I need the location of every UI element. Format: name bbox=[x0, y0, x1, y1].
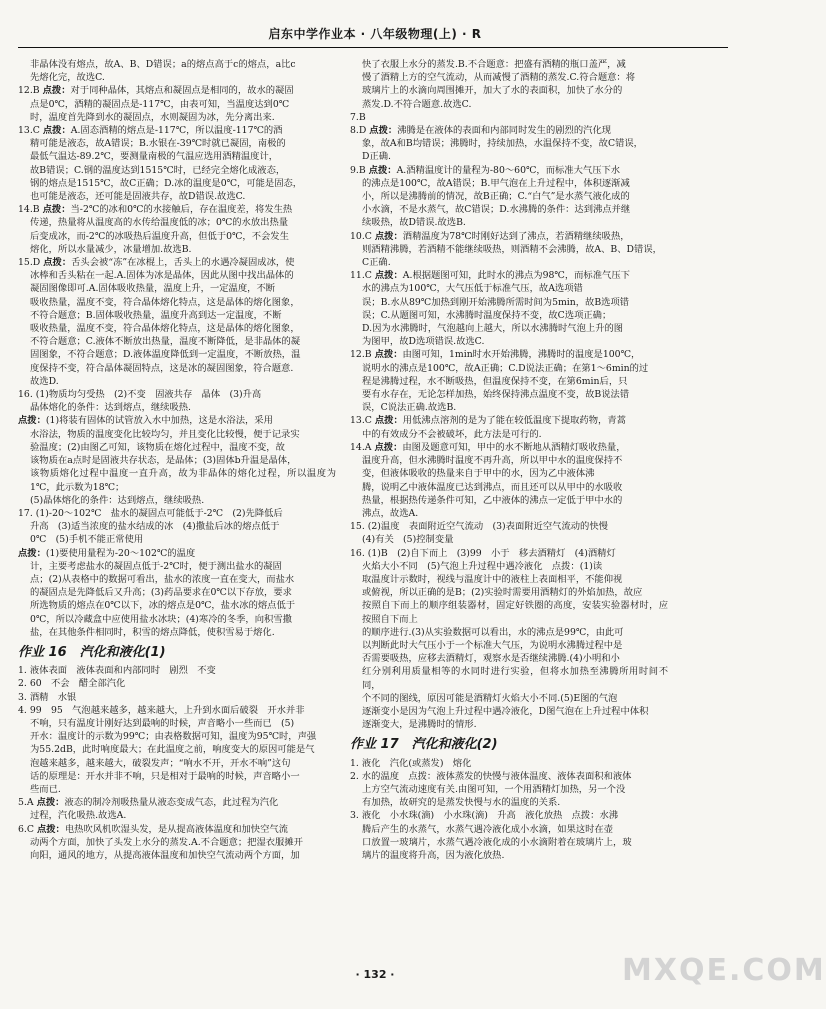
hint-keyword: 点拨： bbox=[18, 415, 46, 427]
answer-text: (1)物质均匀受热 (2)不变 固液共存 晶体 (3)升高 bbox=[35, 389, 262, 401]
watermark-logo: MXQE.COM bbox=[622, 953, 826, 988]
answer-item bbox=[350, 348, 668, 361]
answer-line: 所选物质的熔点在0℃以下，冰的熔点是0℃，盐水冰的熔点低于 bbox=[30, 600, 296, 612]
answer-line: 精可能是液态，故A错误；B.水银在-39℃时就已凝固，南极的 bbox=[30, 138, 286, 150]
answer-item bbox=[350, 124, 668, 137]
answer-item bbox=[18, 691, 336, 704]
answer-line: 0℃ (5)手机不能正常使用 bbox=[30, 534, 144, 546]
answer-line: 故B错误；C.钢的温度达到1515℃时，已经完全熔化成液态， bbox=[30, 164, 286, 176]
answer-item bbox=[18, 507, 336, 520]
answer-line: 吸收热量，温度不变，符合晶体熔化特点，这是晶体的熔化图象， bbox=[30, 296, 300, 308]
answer-text: 由图可知，1min时水开始沸腾，沸腾时的温度是100℃， bbox=[402, 349, 641, 361]
answer-text: 对于同种晶体，其熔点和凝固点是相同的，故水的凝固 bbox=[70, 85, 294, 97]
hint-keyword: 点拨： bbox=[36, 797, 65, 809]
question-number: 8.D bbox=[350, 125, 367, 137]
answer-line: 升高 (3)适当浓度的盐水结成的冰 (4)撒盐后冰的熔点低于 bbox=[30, 521, 280, 533]
answer-item bbox=[18, 414, 336, 427]
hint-keyword: 点拨： bbox=[18, 547, 46, 559]
answer-text: 沸腾是在液体的表面和内部同时发生的剧烈的汽化现 bbox=[397, 125, 612, 137]
answer-line: C正确. bbox=[362, 257, 391, 269]
question-number: 1. bbox=[18, 665, 27, 677]
answer-line: 逐渐变大，是沸腾时的情形. bbox=[362, 719, 477, 731]
answer-line: 先熔化完，故选C. bbox=[30, 72, 105, 84]
answer-line: 续吸热，故D错误.故选B. bbox=[362, 217, 466, 229]
answer-line: 玻璃片上的水滴向周围摊开，加大了水的表面积，加快了水分的 bbox=[362, 85, 623, 97]
answer-line: 或俯视，所以正确的是B；(2)实验时需要用酒精灯的外焰加热，故应 bbox=[362, 587, 643, 599]
answer-line: 的沸点是100℃，故A错误；B.甲气泡在上升过程中，体积逐渐减 bbox=[362, 177, 630, 189]
answer-item bbox=[350, 441, 668, 454]
answer-line: 非晶体没有熔点，故A、B、D错误；a的熔点高于c的熔点，a比c bbox=[30, 59, 296, 70]
hint-keyword: 点拨： bbox=[36, 823, 65, 835]
answer-line: 计，主要考虑盐水的凝固点低于-2℃时，便于测出盐水的凝固 bbox=[30, 560, 282, 572]
answer-item bbox=[350, 520, 668, 533]
answer-item bbox=[18, 547, 336, 560]
question-number: 6.C bbox=[18, 823, 34, 835]
answer-line: 吸收热量，温度不变，符合晶体熔化特点，这是晶体的熔化图象， bbox=[30, 323, 300, 335]
answer-line: 快了衣服上水分的蒸发.B.不合题意：把盛有酒精的瓶口盖严，减 bbox=[362, 59, 626, 70]
answer-line: 不响，只有温度计刚好达到最响的时候，声音略小一些而已 (5) bbox=[30, 717, 295, 729]
answer-text: (1)要使用量程为-20～102℃的温度 bbox=[45, 547, 196, 559]
hint-keyword: 点拨： bbox=[374, 415, 403, 427]
answer-line: 为55.2dB，此时响度最大；在此温度之前，响度变大的原因可能是气 bbox=[30, 744, 315, 756]
answer-line: 火焰大小不同 (5)气泡上升过程中遇冷液化 点拨：(1)读 bbox=[362, 560, 603, 572]
question-number: 13.C bbox=[350, 415, 372, 427]
answer-line: 些而已. bbox=[30, 783, 61, 795]
answer-line: 要有水存在，无论怎样加热，始终保持沸点温度不变，故B说法错 bbox=[362, 389, 630, 401]
answer-text: 60 不会 醋全部汽化 bbox=[29, 678, 126, 690]
answer-line: 点是0℃，酒精的凝固点是-117℃，由表可知，当温度达到0℃ bbox=[30, 98, 290, 110]
answer-text: (1)将装有固体的试管放入水中加热，这是水浴法，采用 bbox=[45, 415, 273, 427]
question-number: 13.C bbox=[18, 125, 40, 137]
answer-line: 误；C.从题图可知，水沸腾时温度保持不变，故C选项正确； bbox=[362, 309, 612, 321]
hint-keyword: 点拨： bbox=[42, 85, 71, 97]
hint-keyword: 点拨： bbox=[374, 349, 403, 361]
answer-line: 误；B.水从89℃加热到刚开始沸腾所需时间为5min，故B选项错 bbox=[362, 296, 630, 308]
answer-line: 小，所以是沸腾前的情况，故B正确；C.“白气”是水蒸气液化成的 bbox=[362, 191, 630, 203]
answer-line: 蒸发.D.不符合题意.故选C. bbox=[362, 98, 472, 110]
question-number: 5.A bbox=[18, 797, 34, 809]
answer-item bbox=[18, 124, 336, 137]
answer-line: (4)有关 (5)控制变量 bbox=[362, 534, 454, 546]
answer-item bbox=[18, 704, 336, 717]
question-number: 16. bbox=[350, 547, 365, 559]
answer-item bbox=[18, 203, 336, 216]
question-number: 15. bbox=[350, 521, 365, 533]
answer-line: 取温度计示数时，视线与温度计中的液柱上表面相平，不能仰视 bbox=[362, 573, 623, 585]
question-number: 2. bbox=[350, 770, 359, 782]
answer-text: A.根据题图可知，此时水的沸点为98℃，而标准气压下 bbox=[402, 270, 630, 282]
answer-line: 验温度；(2)由图乙可知，该物质在熔化过程中，温度不变，故 bbox=[30, 441, 285, 453]
answer-line: 该物质熔化过程中温度一直升高，故为非晶体的熔化过程，所以温度为1℃，此示数为18℃； bbox=[30, 468, 336, 493]
answer-line: 为图甲，故D选项错误.故选C. bbox=[362, 336, 485, 348]
answer-line: 后变成冰，而-2℃的冰吸热后温度升高，但低于0℃，不会发生 bbox=[30, 230, 289, 242]
question-number: 11.C bbox=[350, 270, 372, 282]
answer-line: 最低气温达-89.2℃，要测量南极的气温应选用酒精温度计， bbox=[30, 151, 279, 163]
answer-text: 99 95 气泡越来越多，越来越大，上升到水面后破裂 开水并非 bbox=[29, 704, 305, 716]
answer-item bbox=[18, 796, 336, 809]
question-number: 9.B bbox=[350, 164, 366, 176]
hint-keyword: 点拨： bbox=[42, 204, 71, 216]
answer-item bbox=[350, 757, 668, 770]
answer-line: 该物质在a点时是固液共存状态，是晶体；(3)固体b升温是晶体， bbox=[30, 455, 297, 467]
answer-line: 腾后产生的水蒸气，水蒸气遇冷液化成小水滴，如果这时在壶 bbox=[362, 823, 614, 835]
answer-item bbox=[18, 256, 336, 269]
page-number: · 132 · bbox=[355, 968, 395, 981]
answer-item bbox=[18, 388, 336, 401]
answer-line: 也可能是液态，还可能是固液共存，故D错误.故选C. bbox=[30, 191, 246, 203]
hint-keyword: 点拨： bbox=[43, 257, 72, 269]
answer-item bbox=[350, 414, 668, 427]
answer-text: 水的温度 点拨：液体蒸发的快慢与液体温度、液体表面积和液体 bbox=[361, 770, 632, 782]
hint-keyword: 点拨： bbox=[42, 125, 71, 137]
question-number: 7.B bbox=[350, 111, 366, 123]
answer-text: 液态的制冷剂吸热量从液态变成气态，此过程为汽化 bbox=[64, 797, 279, 809]
answer-line: D.因为水沸腾时，气泡越向上越大，所以水沸腾时气泡上升的图 bbox=[362, 323, 624, 335]
question-number: 2. bbox=[18, 678, 27, 690]
answer-text: 酒精温度为78℃时刚好达到了沸点，若酒精继续吸热， bbox=[402, 230, 630, 242]
answer-line: 传递，热量将从温度高的水传给温度低的冰；0℃的水放出热量 bbox=[30, 217, 289, 229]
section-heading: 作业 17 汽化和液化(2) bbox=[350, 737, 498, 753]
answer-text: 舌头会被“冻”在冰棍上，舌头上的水遇冷凝固成冰，使 bbox=[71, 257, 295, 269]
answer-line: 0℃，所以冷藏盒中应使用盐水冰块；(4)寒冷的冬季，向积雪撒 bbox=[30, 613, 292, 625]
answer-line: 话的原理是：开水并非不响，只是相对于最响的时候，声音略小一 bbox=[30, 770, 300, 782]
answer-line: 慢了酒精上方的空气流动，从而减慢了酒精的蒸发.C.符合题意：将 bbox=[362, 72, 636, 84]
answer-text: 液化 小水珠(滴) 小水珠(滴) 升高 液化放热 点拨：水沸 bbox=[361, 810, 619, 822]
answer-line: 口放置一玻璃片，水蒸气遇冷液化成的小水滴附着在玻璃片上，玻 bbox=[362, 836, 632, 848]
answer-item bbox=[350, 230, 668, 243]
answer-item bbox=[18, 677, 336, 690]
answer-text: (1)B (2)自下而上 (3)99 小于 移去酒精灯 (4)酒精灯 bbox=[367, 547, 616, 559]
answer-line: 的顺序进行.(3)从实验数据可以看出，水的沸点是99℃，由此可 bbox=[362, 626, 624, 638]
answer-line: 水的沸点为100℃，大气压低于标准气压，故A选项错 bbox=[362, 283, 583, 295]
answer-line: 的凝固点是先降低后又升高；(3)药品要求在0℃以下存放，要求 bbox=[30, 587, 292, 599]
left-column bbox=[18, 58, 336, 862]
answer-item bbox=[350, 269, 668, 282]
answer-line: 以判断此时大气压小于一个标准大气压，为说明水沸腾过程中是 bbox=[362, 639, 623, 651]
answer-line: 度保持不变，符合晶体凝固特点，这是冰的凝固图象，符合题意. bbox=[30, 362, 294, 374]
answer-line: 向阳，通风的地方，从提高液体温度和加快空气流动两个方面，加 bbox=[30, 849, 300, 861]
answer-text: 用低沸点溶剂的是为了能在较低温度下提取药物，青蒿 bbox=[402, 415, 626, 427]
answer-line: 故选D. bbox=[30, 375, 59, 387]
answer-item bbox=[350, 770, 668, 783]
answer-line: 否需要吸热，应移去酒精灯，观察水是否继续沸腾.(4)小明和小 bbox=[362, 653, 620, 665]
answer-line: 象，故A和B均错误；沸腾时，持续加热，水温保持不变，故C错误， bbox=[362, 138, 643, 150]
answer-line: 则酒精沸腾，若酒精不能继续吸热，则酒精不会沸腾，故A、B、D错误， bbox=[362, 243, 662, 255]
answer-text: 酒精 水银 bbox=[29, 691, 77, 703]
answer-line: 中的有效成分不会被破坏，此方法是可行的. bbox=[362, 428, 542, 440]
answer-item bbox=[350, 164, 668, 177]
answer-line: 个不同的图线，原因可能是酒精灯火焰大小不同.(5)E图的气泡 bbox=[362, 692, 618, 704]
question-number: 14.A bbox=[350, 441, 372, 453]
answer-item bbox=[18, 823, 336, 836]
answer-line: 盐，在其他条件相同时，积雪的熔点降低，使积雪易于熔化. bbox=[30, 626, 275, 638]
answer-line: 时，温度首先降到水的凝固点，水则凝固为冰，先分离出来. bbox=[30, 111, 275, 123]
answer-line: 红分别利用质量相等的水同时进行实验，但将水加热至沸腾所用时间不同， bbox=[362, 666, 668, 691]
question-number: 4. bbox=[18, 704, 27, 716]
answer-item bbox=[350, 547, 668, 560]
answer-item bbox=[18, 664, 336, 677]
answer-text: 电热吹风机吹湿头发，是从提高液体温度和加快空气流 bbox=[64, 823, 288, 835]
answer-line: 程是沸腾过程，水不断吸热，但温度保持不变，在第6min后，只 bbox=[362, 375, 628, 387]
hint-keyword: 点拨： bbox=[374, 270, 403, 282]
answer-line: 热量，根据热传递条件可知，乙中液体的沸点一定低于甲中水的 bbox=[362, 494, 623, 506]
answer-line: 温度升高，但水沸腾时温度不再升高，所以甲中水的温度保持不 bbox=[362, 455, 623, 467]
question-number: 3. bbox=[18, 691, 27, 703]
answer-item bbox=[18, 84, 336, 97]
answer-line: 开水：温度计的示数为99℃；由表格数据可知，温度为95℃时，声强 bbox=[30, 731, 317, 743]
question-number: 3. bbox=[350, 810, 359, 822]
answer-text: A.酒精温度计的量程为-80～60℃，而标准大气压下水 bbox=[396, 164, 621, 176]
hint-keyword: 点拨： bbox=[374, 441, 403, 453]
answer-line: 逐渐变小是因为气泡上升过程中遇冷液化，D图气泡在上升过程中体积 bbox=[362, 705, 649, 717]
answer-line: (5)晶体熔化的条件：达到熔点，继续吸热. bbox=[30, 494, 205, 506]
answer-line: 冰棒和舌头粘在一起.A.固体为冰是晶体，因此从图中找出晶体的 bbox=[30, 270, 294, 282]
answer-text: 液体表面 液体表面和内部同时 剧烈 不变 bbox=[29, 665, 216, 677]
running-header: 启东中学作业本 · 八年级物理(上) · R bbox=[268, 27, 482, 41]
answer-line: 不符合题意；C.液体不断放出热量，温度不断降低，是非晶体的凝 bbox=[30, 336, 301, 348]
header-rule bbox=[18, 47, 728, 48]
question-number: 17. bbox=[18, 507, 33, 519]
answer-text: 由图及题意可知，甲中的水不断地从酒精灯吸收热量， bbox=[402, 441, 626, 453]
answer-item bbox=[350, 809, 668, 822]
answer-line: 璃片的温度将升高，因为液化放热. bbox=[362, 849, 505, 861]
answer-item bbox=[350, 111, 668, 124]
hint-keyword: 点拨： bbox=[368, 164, 397, 176]
answer-line: 水浴法，物质的温度变化比较均匀，并且变化比较慢，便于记录实 bbox=[30, 428, 300, 440]
right-column bbox=[350, 58, 668, 862]
answer-line: 凝固图像即可.A.固体吸收热量，温度上升，一定温度，不断 bbox=[30, 283, 276, 295]
question-number: 10.C bbox=[350, 230, 372, 242]
answer-line: D正确. bbox=[362, 151, 392, 163]
answer-line: 点；(2)从表格中的数据可看出，盐水的浓度一直在变大，而盐水 bbox=[30, 573, 295, 585]
answer-line: 熔化，所以水量减少，冰量增加.故选B. bbox=[30, 243, 192, 255]
answer-line: 上方空气流动速度有关.由图可知，一个用酒精灯加热，另一个没 bbox=[362, 783, 626, 795]
answer-line: 晶体熔化的条件：达到熔点，继续吸热. bbox=[30, 402, 192, 414]
question-number: 12.B bbox=[18, 85, 40, 97]
answer-line: 固图象，不符合题意；D.液体温度降低到一定温度，不断放热，温 bbox=[30, 349, 301, 361]
answer-line: 过程，汽化吸热.故选A. bbox=[30, 810, 127, 822]
answer-line: 按照自下而上的顺序组装器材，固定好铁圈的高度，安装实验器材时，应按照自下而上 bbox=[362, 600, 668, 625]
answer-line: 说明水的沸点是100℃，故A正确；C.D说法正确；在第1～6min的过 bbox=[362, 362, 649, 374]
answer-text: A.固态酒精的熔点是-117℃，所以温度-117℃的酒 bbox=[70, 125, 283, 137]
hint-keyword: 点拨： bbox=[369, 125, 398, 137]
question-number: 12.B bbox=[350, 349, 372, 361]
answer-line: 动两个方面，加快了头发上水分的蒸发.A.不合题意；把湿衣服摊开 bbox=[30, 836, 303, 848]
answer-text: (2)温度 表面附近空气流动 (3)表面附近空气流动的快慢 bbox=[367, 521, 608, 533]
section-heading: 作业 16 汽化和液化(1) bbox=[18, 644, 166, 660]
answer-line: 变，但液体吸收的热量来自于甲中的水，因为乙中液体沸 bbox=[362, 468, 595, 480]
hint-keyword: 点拨： bbox=[374, 230, 403, 242]
answer-line: 小水滴，不是水蒸气，故C错误；D.水沸腾的条件：达到沸点并继 bbox=[362, 204, 631, 216]
answer-line: 误，C说法正确.故选B. bbox=[362, 402, 457, 414]
answer-text: (1)-20～102℃ 盐水的凝固点可能低于-2℃ (2)先降低后 bbox=[35, 507, 283, 519]
answer-line: 腾，说明乙中液体温度已达到沸点，而且还可以从甲中的水吸收 bbox=[362, 481, 623, 493]
question-number: 14.B bbox=[18, 204, 40, 216]
answer-line: 钢的熔点是1515℃，故C正确；D.冰的温度是0℃，可能是固态， bbox=[30, 177, 303, 189]
answer-line: 泡越来越多，越来越大，破裂发声；“响水不开，开水不响”这句 bbox=[30, 757, 291, 769]
answer-text: 当-2℃的冰和0℃的水接触后，存在温度差，将发生热 bbox=[70, 204, 293, 216]
answer-line: 不符合题意；B.固体吸收热量，温度升高到达一定温度，不断 bbox=[30, 309, 282, 321]
answer-text: 液化 汽化(或蒸发) 熔化 bbox=[361, 757, 472, 769]
answer-line: 有加热，故研究的是蒸发快慢与水的温度的关系. bbox=[362, 797, 561, 809]
question-number: 1. bbox=[350, 757, 359, 769]
question-number: 15.D bbox=[18, 257, 41, 269]
question-number: 16. bbox=[18, 389, 33, 401]
answer-line: 沸点，故选A. bbox=[362, 507, 419, 519]
